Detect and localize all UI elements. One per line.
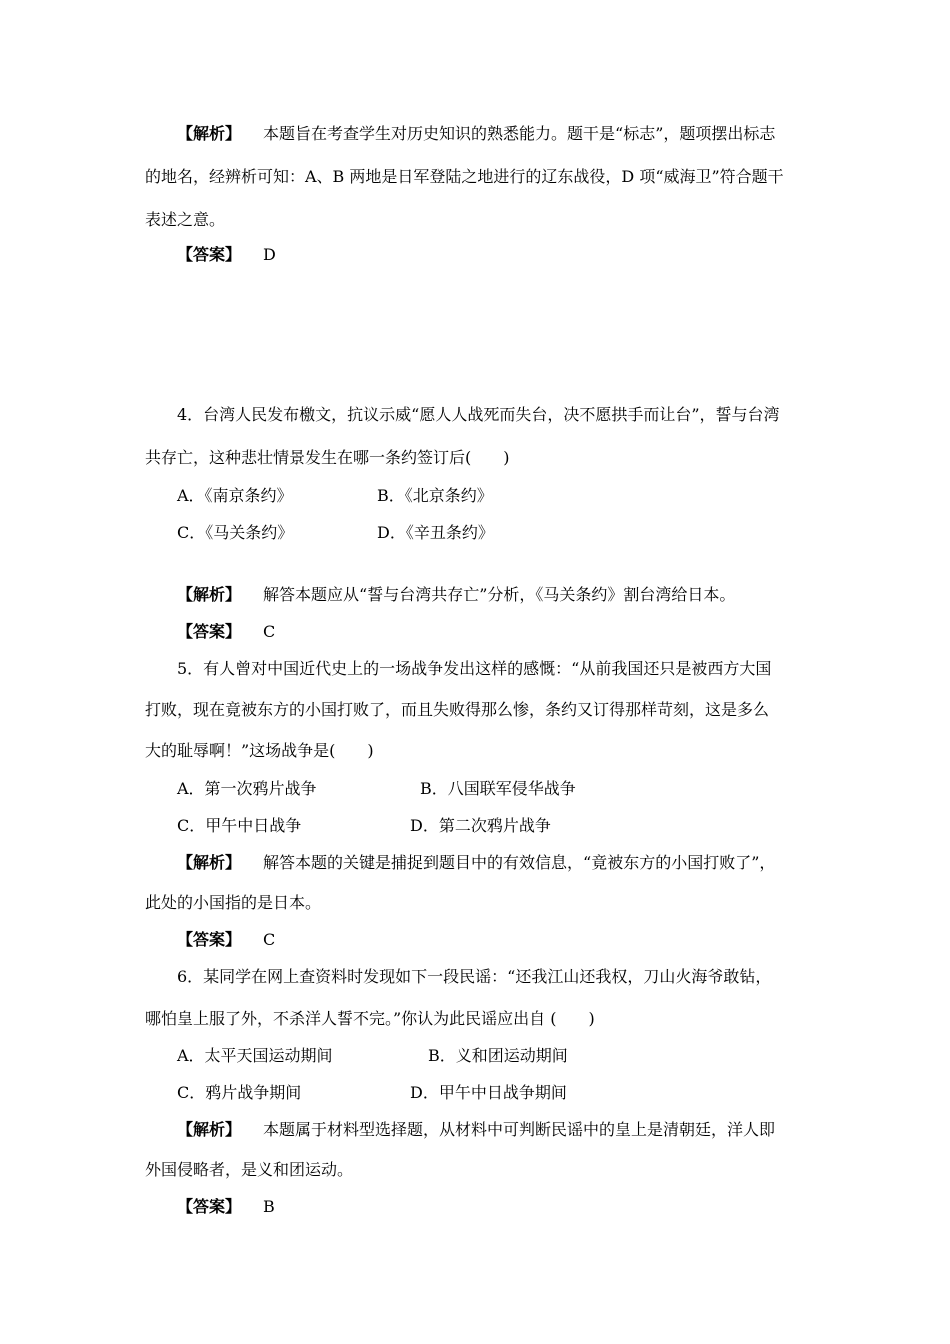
option-b: B．义和团运动期间 [428,1046,568,1065]
question-5-stem: 5．有人曾对中国近代史上的一场战争发出这样的感慨：“从前我国还只是被西方大国 [177,659,772,678]
option-a: A．第一次鸦片战争 [177,779,317,798]
option-b: B．八国联军侵华战争 [420,779,576,798]
question-6-stem: 哪怕皇上服了外，不杀洋人誓不完。”你认为此民谣应出自 ( ) [145,1009,595,1028]
option-row [177,1082,777,1104]
answer-value: C [263,930,276,949]
option-row [177,485,777,507]
analysis-paragraph [177,123,775,145]
analysis-paragraph [177,1119,775,1141]
analysis-text: 此处的小国指的是日本。 [145,893,322,912]
analysis-text: 表述之意。 [145,210,226,229]
option-c: C．甲午中日战争 [177,816,302,835]
analysis-text: 本题旨在考查学生对历史知识的熟悉能力。题干是“标志”，题项摆出标志 [263,124,776,143]
analysis-label: 【解析】 [177,124,242,143]
option-d: D．《辛丑条约》 [377,523,494,542]
question-6-stem: 6．某同学在网上查资料时发现如下一段民谣：“还我江山还我权，刀山火海爷敢钻， [177,967,772,986]
answer-label: 【答案】 [177,622,242,641]
option-d: D．第二次鸦片战争 [410,816,551,835]
answer-line [177,244,276,266]
analysis-text: 外国侵略者，是义和团运动。 [145,1160,354,1179]
option-a: A．太平天国运动期间 [177,1046,333,1065]
option-row [177,1045,777,1067]
option-d: D．甲午中日战争期间 [410,1083,567,1102]
analysis-text: 解答本题应从“誓与台湾共存亡”分析，《马关条约》割台湾给日本。 [263,585,736,604]
analysis-label: 【解析】 [177,585,242,604]
answer-label: 【答案】 [177,245,242,264]
analysis-paragraph [177,584,735,606]
analysis-label: 【解析】 [177,853,242,872]
answer-value: B [263,1197,275,1216]
analysis-label: 【解析】 [177,1120,242,1139]
option-c: C．《马关条约》 [177,523,294,542]
analysis-text: 的地名，经辨析可知：A、B 两地是日军登陆之地进行的辽东战役，D 项“威海卫”符合题干 [145,167,784,186]
option-row [177,522,777,544]
option-a: A．《南京条约》 [177,486,293,505]
option-b: B．《北京条约》 [377,486,493,505]
answer-line [177,621,275,643]
question-4-stem: 共存亡，这种悲壮情景发生在哪一条约签订后( ) [145,448,510,467]
option-row [177,815,777,837]
answer-line [177,929,275,951]
answer-label: 【答案】 [177,1197,242,1216]
analysis-text: 解答本题的关键是捕捉到题目中的有效信息，“竟被东方的小国打败了”， [263,853,776,872]
answer-value: D [263,245,276,264]
answer-line [177,1196,275,1218]
question-5-stem: 打败，现在竟被东方的小国打败了，而且失败得那么惨，条约又订得那样苛刻，这是多么 [145,700,770,719]
analysis-paragraph [177,852,775,874]
option-c: C．鸦片战争期间 [177,1083,302,1102]
answer-value: C [263,622,276,641]
option-row [177,778,777,800]
answer-label: 【答案】 [177,930,242,949]
question-5-stem: 大的耻辱啊！”这场战争是( ) [145,741,374,760]
question-4-stem: 4．台湾人民发布檄文，抗议示威“愿人人战死而失台，决不愿拱手而让台”，誓与台湾 [177,405,780,424]
analysis-text: 本题属于材料型选择题，从材料中可判断民谣中的皇上是清朝廷，洋人即 [263,1120,776,1139]
